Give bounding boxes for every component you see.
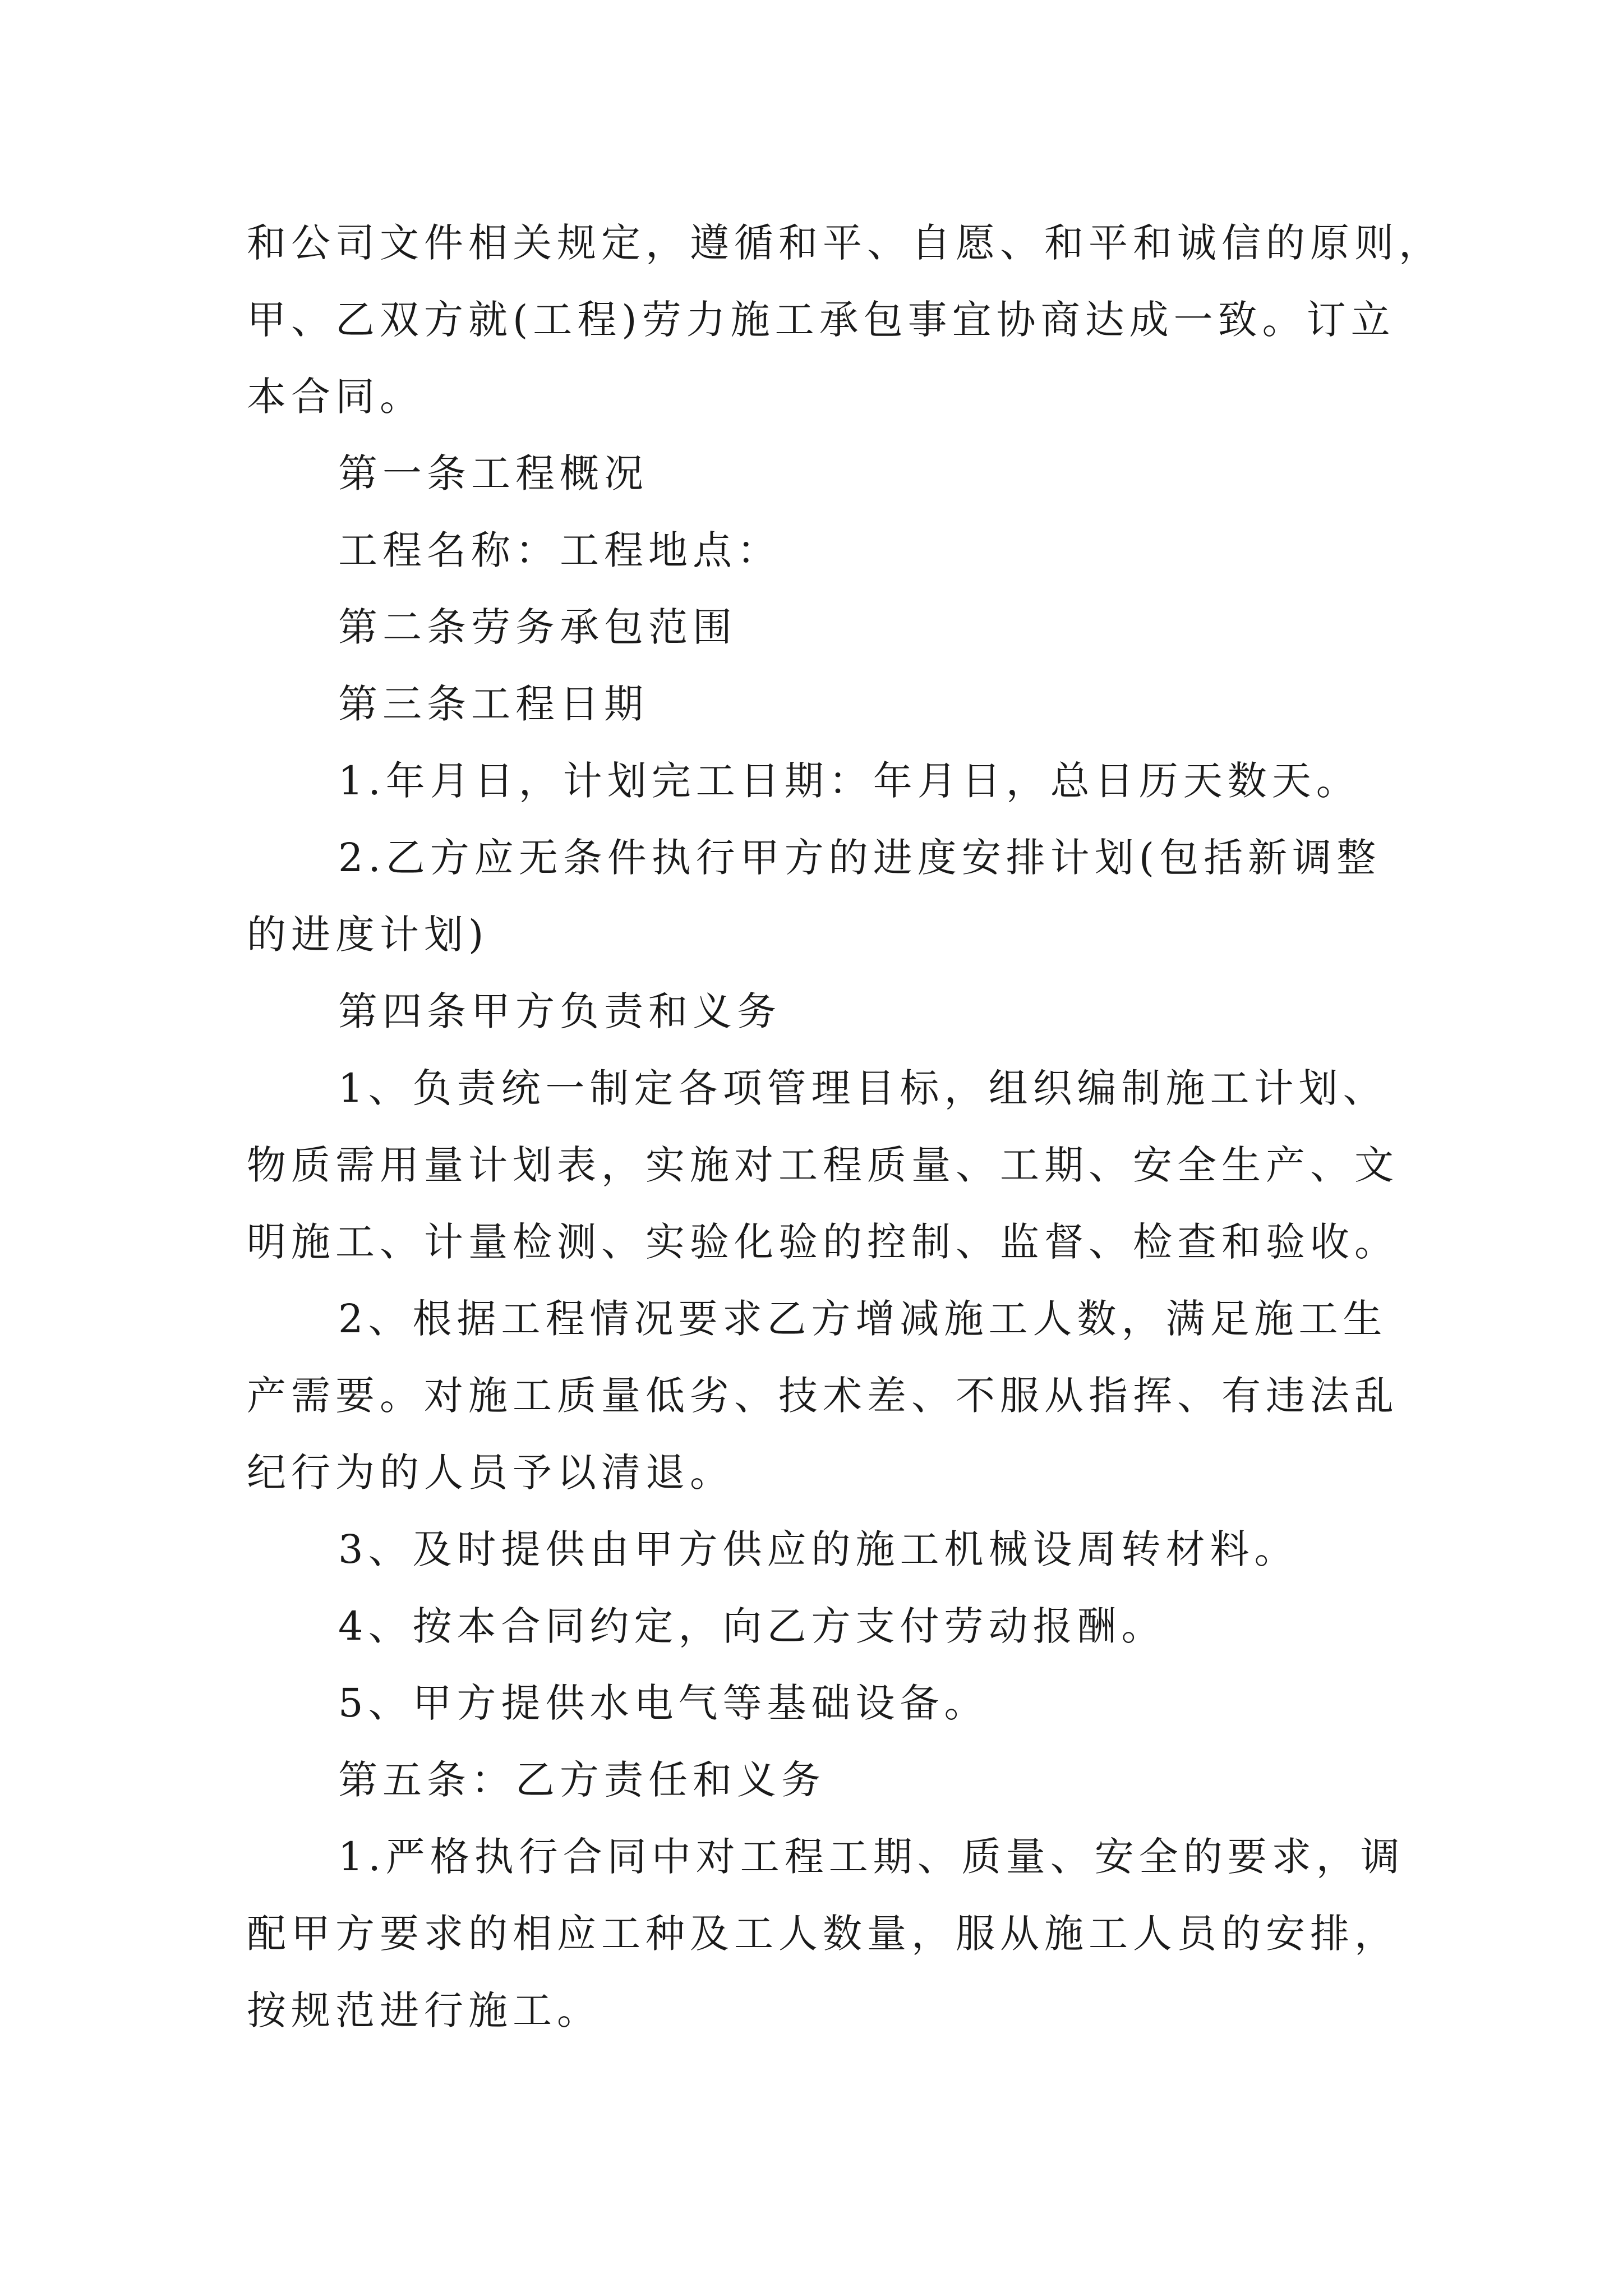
text-line: 1、负责统一制定各项管理目标，组织编制施工计划、 [338, 1065, 1387, 1111]
text-line: 5、甲方提供水电气等基础设备。 [338, 1680, 989, 1726]
section-heading: 第一条工程概况 [338, 450, 648, 496]
text-line: 本合同。 [247, 374, 424, 420]
text-line: 2.乙方应无条件执行甲方的进度安排计划(包括新调整 [338, 835, 1381, 881]
text-line: 1.年月日，计划完工日期：年月日，总日历天数天。 [338, 758, 1361, 804]
section-heading: 第二条劳务承包范围 [338, 604, 737, 650]
document-body [247, 205, 1443, 2049]
text-line: 工程名称：工程地点： [338, 527, 781, 573]
text-line: 和公司文件相关规定，遵循和平、自愿、和平和诚信的原则， [247, 220, 1443, 266]
text-line: 甲、乙双方就(工程)劳力施工承包事宜协商达成一致。订立 [247, 297, 1395, 343]
text-line: 纪行为的人员予以清退。 [247, 1450, 734, 1496]
section-heading: 第三条工程日期 [338, 681, 648, 727]
text-line: 明施工、计量检测、实验化验的控制、监督、检查和验收。 [247, 1219, 1399, 1265]
text-line: 的进度计划) [247, 912, 489, 958]
text-line: 1.严格执行合同中对工程工期、质量、安全的要求，调 [338, 1834, 1405, 1880]
text-line: 3、及时提供由甲方供应的施工机械设周转材料。 [338, 1526, 1299, 1572]
text-line: 物质需用量计划表，实施对工程质量、工期、安全生产、文 [247, 1142, 1399, 1188]
text-line: 产需要。对施工质量低劣、技术差、不服从指挥、有违法乱 [247, 1373, 1399, 1419]
text-line: 配甲方要求的相应工种及工人数量，服从施工人员的安排， [247, 1911, 1399, 1957]
text-line: 2、根据工程情况要求乙方增减施工人数，满足施工生 [338, 1296, 1387, 1342]
section-heading: 第四条甲方负责和义务 [338, 988, 781, 1034]
section-heading: 第五条：乙方责任和义务 [338, 1757, 826, 1803]
text-line: 按规范进行施工。 [247, 1987, 601, 2033]
text-line: 4、按本合同约定，向乙方支付劳动报酬。 [338, 1603, 1166, 1649]
